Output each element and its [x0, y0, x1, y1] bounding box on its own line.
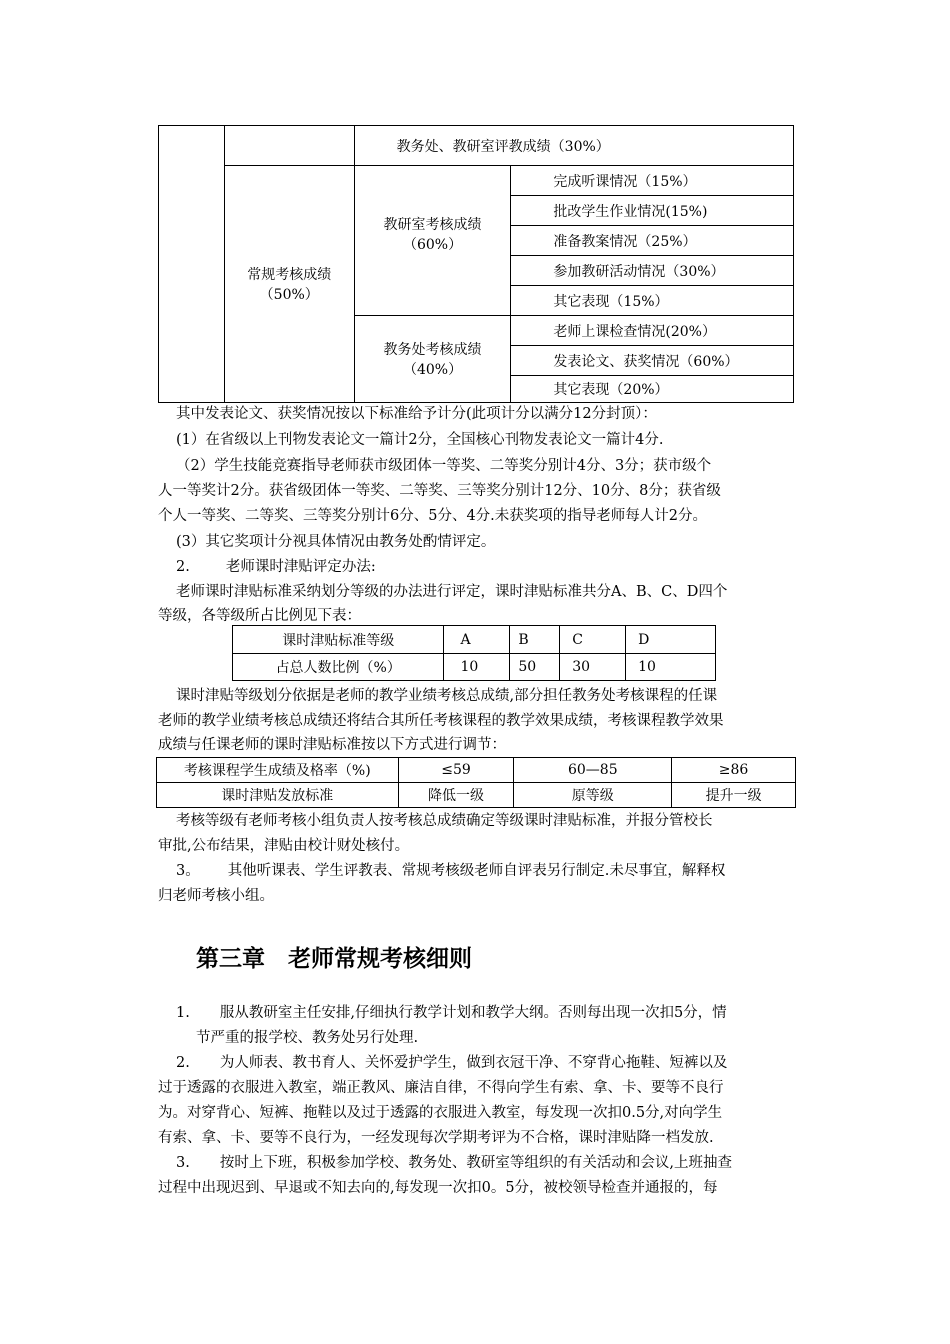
rule-item	[176, 1003, 727, 1023]
paragraph: 个人一等奖、二等奖、三等奖分别计6分、5分、4分.未获奖项的指导老师每人计2分。	[158, 508, 708, 524]
paragraph: 等级，各等级所占比例见下表：	[158, 608, 361, 624]
assessment-weight-table	[158, 125, 794, 403]
paragraph: 考核等级有老师考核小组负责人按考核总成绩确定等级课时津贴标准，并报分管校长	[176, 813, 713, 829]
item-number: 2.	[176, 1055, 190, 1071]
sub-group-cell	[354, 166, 511, 316]
table-header: ≤59	[398, 758, 514, 783]
item-text: 其他听课表、学生评教表、常规考核级老师自评表另行制定.未尽事宜，解释权	[227, 863, 726, 879]
allowance-grade-table	[232, 625, 716, 681]
table-cell: 课时津贴发放标准	[157, 783, 399, 808]
item-number: 3。	[176, 863, 200, 879]
table-cell: 占总人数比例（%）	[233, 654, 444, 681]
sub1-pct: （60%）	[402, 236, 463, 253]
paragraph: 其中发表论文、获奖情况按以下标准给予计分(此项计分以满分12分封顶）：	[176, 406, 657, 422]
table-cell: 完成听课情况（15%）	[511, 166, 794, 196]
table-header: 课时津贴标准等级	[233, 626, 444, 654]
table-cell: 发表论文、获奖情况（60%）	[511, 346, 794, 376]
table-cell: 50	[510, 654, 560, 681]
paragraph: 为。对穿背心、短裤、拖鞋以及过于透露的衣服进入教室，每发现一次扣0.5分,对向学生	[158, 1105, 723, 1121]
table-cell: 参加教研活动情况（30%）	[511, 256, 794, 286]
paragraph: 归老师考核小组。	[158, 888, 274, 904]
rule-item	[176, 1053, 727, 1073]
table-header: C	[560, 626, 626, 654]
table-header: A	[444, 626, 510, 654]
paragraph: 过于透露的衣服进入教室，端正教风、廉洁自律，不得向学生有索、拿、卡、要等不良行	[158, 1080, 724, 1096]
table-cell: 10	[626, 654, 716, 681]
item-text: 按时上下班，积极参加学校、教务处、教研室等组织的有关活动和会议,上班抽查	[219, 1155, 732, 1171]
blank-cell	[224, 126, 354, 166]
table-header: 60—85	[514, 758, 672, 783]
paragraph: （2）学生技能竞赛指导老师获市级团体一等奖、二等奖分别计4分、3分；获市级个	[176, 458, 712, 474]
item-number: 3.	[176, 1155, 190, 1171]
table-cell: 批改学生作业情况(15%)	[511, 196, 794, 226]
sub2-pct: （40%）	[402, 362, 463, 378]
paragraph: 课时津贴等级划分依据是老师的教学业绩考核总成绩,部分担任教务处考核课程的任课	[176, 688, 718, 704]
chapter-title: 第三章 老师常规考核细则	[196, 946, 472, 972]
table-header: ≥86	[672, 758, 796, 783]
paragraph: 老师课时津贴标准采纳划分等级的办法进行评定，课时津贴标准共分A、B、C、D四个	[176, 584, 728, 600]
table-cell: 教务处、教研室评教成绩（30%）	[354, 126, 793, 166]
paragraph	[176, 861, 725, 881]
sub2-label: 教务处考核成绩	[383, 342, 482, 358]
paragraph: 过程中出现迟到、早退或不知去向的,每发现一次扣0。5分，被校领导检查并通报的，每	[158, 1180, 718, 1196]
table-cell: 老师上课检查情况(20%）	[511, 316, 794, 346]
group-cell	[224, 166, 354, 403]
paragraph: 有索、拿、卡、要等不良行为，一经发现每次学期考评为不合格，课时津贴降一档发放.	[158, 1130, 714, 1146]
item-number: 1.	[176, 1005, 190, 1021]
table-cell: 其它表现（20%）	[511, 376, 794, 403]
paragraph	[176, 557, 376, 577]
sub-group-cell	[354, 316, 511, 403]
table-cell: 其它表现（15%）	[511, 286, 794, 316]
paragraph: 人一等奖计2分。获省级团体一等奖、二等奖、三等奖分别计12分、10分、8分；获省级	[158, 483, 721, 499]
blank-cell	[159, 126, 225, 403]
group-pct: （50%）	[259, 287, 319, 303]
table-header: 考核课程学生成绩及格率（%)	[157, 758, 399, 783]
table-cell: 准备教案情况（25%）	[511, 226, 794, 256]
item-text: 服从教研室主任安排,仔细执行教学计划和教学大纲。否则每出现一次扣5分，情	[219, 1005, 727, 1021]
rule-item	[176, 1153, 732, 1173]
table-cell: 10	[444, 654, 510, 681]
item-text: 老师课时津贴评定办法:	[225, 559, 376, 575]
table-cell: 原等级	[514, 783, 672, 808]
sub1-label: 教研室考核成绩	[383, 216, 482, 233]
table-cell: 提升一级	[672, 783, 796, 808]
table-cell: 降低一级	[398, 783, 514, 808]
paragraph: (1）在省级以上刊物发表论文一篇计2分，全国核心刊物发表论文一篇计4分.	[176, 432, 664, 448]
group-label: 常规考核成绩	[247, 267, 332, 283]
paragraph: 节严重的报学校、教务处另行处理.	[196, 1030, 419, 1046]
paragraph: (3）其它奖项计分视具体情况由教务处酌情评定。	[176, 534, 496, 550]
paragraph: 审批,公布结果，津贴由校计财处核付。	[158, 838, 410, 854]
item-number: 2.	[176, 559, 190, 575]
paragraph: 老师的教学业绩考核总成绩还将结合其所任考核课程的教学效果成绩，考核课程教学效果	[158, 713, 724, 729]
table-header: B	[510, 626, 560, 654]
item-text: 为人师表、教书育人、关怀爱护学生，做到衣冠干净、不穿背心拖鞋、短裤以及	[219, 1055, 728, 1071]
pass-rate-adjust-table	[156, 757, 796, 808]
table-header: D	[626, 626, 716, 654]
table-cell: 30	[560, 654, 626, 681]
paragraph: 成绩与任课老师的课时津贴标准按以下方式进行调节：	[158, 737, 506, 753]
